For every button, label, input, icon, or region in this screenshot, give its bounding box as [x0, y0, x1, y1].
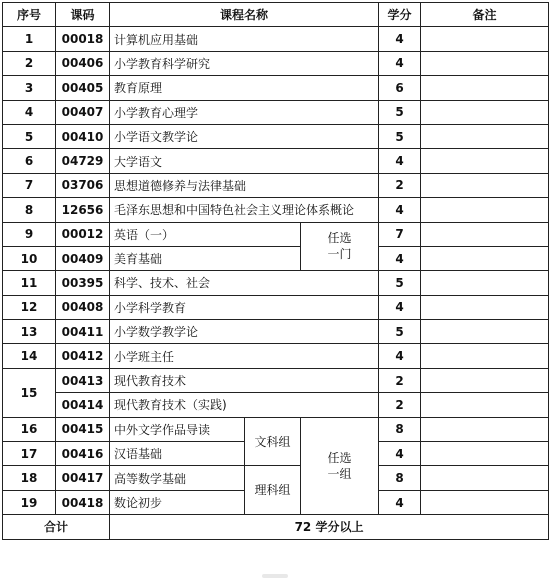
header-row [3, 3, 549, 27]
row-code: 03706 [56, 173, 110, 197]
row-name: 中外文学作品导读 [110, 417, 245, 441]
table-row [3, 368, 549, 392]
row-name: 现代教育技术 [110, 368, 379, 392]
elective-choose-group-label: 任选一组 [327, 450, 352, 481]
table-row [3, 124, 549, 148]
row-remark [421, 417, 549, 441]
row-name: 小学班主任 [110, 344, 379, 368]
row-remark [421, 320, 549, 344]
row-name: 小学教育科学研究 [110, 51, 379, 75]
row-no: 15 [3, 368, 56, 417]
row-name: 美育基础 [110, 246, 301, 270]
row-no: 5 [3, 124, 56, 148]
header-remark: 备注 [421, 3, 549, 27]
row-credit: 6 [379, 76, 421, 100]
row-code: 00409 [56, 246, 110, 270]
row-credit: 4 [379, 198, 421, 222]
row-code: 00417 [56, 466, 110, 490]
row-code: 00012 [56, 222, 110, 246]
row-code: 00406 [56, 51, 110, 75]
row-no: 11 [3, 271, 56, 295]
table-row [3, 320, 549, 344]
row-code: 00407 [56, 100, 110, 124]
row-no: 2 [3, 51, 56, 75]
row-no: 13 [3, 320, 56, 344]
table-row [3, 393, 549, 417]
row-credit: 4 [379, 246, 421, 270]
row-remark [421, 222, 549, 246]
row-credit: 4 [379, 149, 421, 173]
row-code: 00395 [56, 271, 110, 295]
row-name: 毛泽东思想和中国特色社会主义理论体系概论 [110, 198, 379, 222]
header-credit: 学分 [379, 3, 421, 27]
row-name: 高等数学基础 [110, 466, 245, 490]
row-no: 6 [3, 149, 56, 173]
row-credit: 2 [379, 368, 421, 392]
row-remark [421, 27, 549, 51]
row-code: 00411 [56, 320, 110, 344]
row-remark [421, 271, 549, 295]
row-remark [421, 76, 549, 100]
row-code: 00414 [56, 393, 110, 417]
table-row [3, 222, 549, 246]
table-row [3, 51, 549, 75]
elective-choose-one [301, 222, 379, 271]
row-no: 3 [3, 76, 56, 100]
header-name: 课程名称 [110, 3, 379, 27]
row-name: 英语（一） [110, 222, 301, 246]
header-no: 序号 [3, 3, 56, 27]
row-credit: 4 [379, 344, 421, 368]
science-group: 理科组 [245, 466, 301, 515]
elective-choose-one-label: 任选一门 [327, 231, 352, 262]
row-no: 7 [3, 173, 56, 197]
row-remark [421, 490, 549, 514]
row-code: 00413 [56, 368, 110, 392]
row-credit: 7 [379, 222, 421, 246]
row-name: 数论初步 [110, 490, 245, 514]
curriculum-table [2, 2, 549, 540]
table-row [3, 149, 549, 173]
row-remark [421, 149, 549, 173]
row-no: 4 [3, 100, 56, 124]
row-no: 8 [3, 198, 56, 222]
table-row [3, 295, 549, 319]
table-row [3, 344, 549, 368]
row-credit: 4 [379, 27, 421, 51]
row-credit: 2 [379, 393, 421, 417]
arts-group: 文科组 [245, 417, 301, 466]
row-remark [421, 51, 549, 75]
row-name: 小学语文教学论 [110, 124, 379, 148]
row-remark [421, 344, 549, 368]
row-credit: 4 [379, 295, 421, 319]
row-credit: 8 [379, 417, 421, 441]
row-code: 00415 [56, 417, 110, 441]
table-row [3, 198, 549, 222]
row-remark [421, 368, 549, 392]
row-no: 12 [3, 295, 56, 319]
row-no: 19 [3, 490, 56, 514]
row-credit: 5 [379, 124, 421, 148]
row-name: 大学语文 [110, 149, 379, 173]
table-row [3, 173, 549, 197]
row-remark [421, 198, 549, 222]
row-remark [421, 442, 549, 466]
row-name: 现代教育技术（实践) [110, 393, 379, 417]
total-value: 72 学分以上 [110, 515, 549, 539]
total-label: 合计 [3, 515, 110, 539]
table-row [3, 76, 549, 100]
row-code: 12656 [56, 198, 110, 222]
row-code: 00408 [56, 295, 110, 319]
row-remark [421, 295, 549, 319]
row-name: 教育原理 [110, 76, 379, 100]
scroll-hint [262, 574, 288, 578]
row-code: 00410 [56, 124, 110, 148]
row-remark [421, 100, 549, 124]
table-row [3, 271, 549, 295]
row-no: 18 [3, 466, 56, 490]
row-code: 00416 [56, 442, 110, 466]
row-credit: 5 [379, 100, 421, 124]
row-remark [421, 173, 549, 197]
row-credit: 5 [379, 271, 421, 295]
row-remark [421, 246, 549, 270]
row-no: 10 [3, 246, 56, 270]
row-name: 小学数学教学论 [110, 320, 379, 344]
row-code: 00418 [56, 490, 110, 514]
row-credit: 4 [379, 442, 421, 466]
row-remark [421, 466, 549, 490]
row-credit: 8 [379, 466, 421, 490]
row-no: 14 [3, 344, 56, 368]
row-no: 16 [3, 417, 56, 441]
row-remark [421, 124, 549, 148]
table-row [3, 417, 549, 441]
row-name: 汉语基础 [110, 442, 245, 466]
table-row [3, 100, 549, 124]
row-name: 科学、技术、社会 [110, 271, 379, 295]
row-code: 00405 [56, 76, 110, 100]
row-code: 00018 [56, 27, 110, 51]
row-credit: 4 [379, 490, 421, 514]
row-name: 计算机应用基础 [110, 27, 379, 51]
row-remark [421, 393, 549, 417]
elective-choose-group [301, 417, 379, 515]
row-no: 1 [3, 27, 56, 51]
row-credit: 5 [379, 320, 421, 344]
table-row [3, 246, 549, 270]
row-no: 17 [3, 442, 56, 466]
row-credit: 4 [379, 51, 421, 75]
table-row [3, 466, 549, 490]
row-code: 04729 [56, 149, 110, 173]
row-no: 9 [3, 222, 56, 246]
table-row [3, 27, 549, 51]
row-code: 00412 [56, 344, 110, 368]
header-code: 课码 [56, 3, 110, 27]
row-credit: 2 [379, 173, 421, 197]
row-name: 思想道德修养与法律基础 [110, 173, 379, 197]
row-name: 小学科学教育 [110, 295, 379, 319]
row-name: 小学教育心理学 [110, 100, 379, 124]
total-row [3, 515, 549, 539]
